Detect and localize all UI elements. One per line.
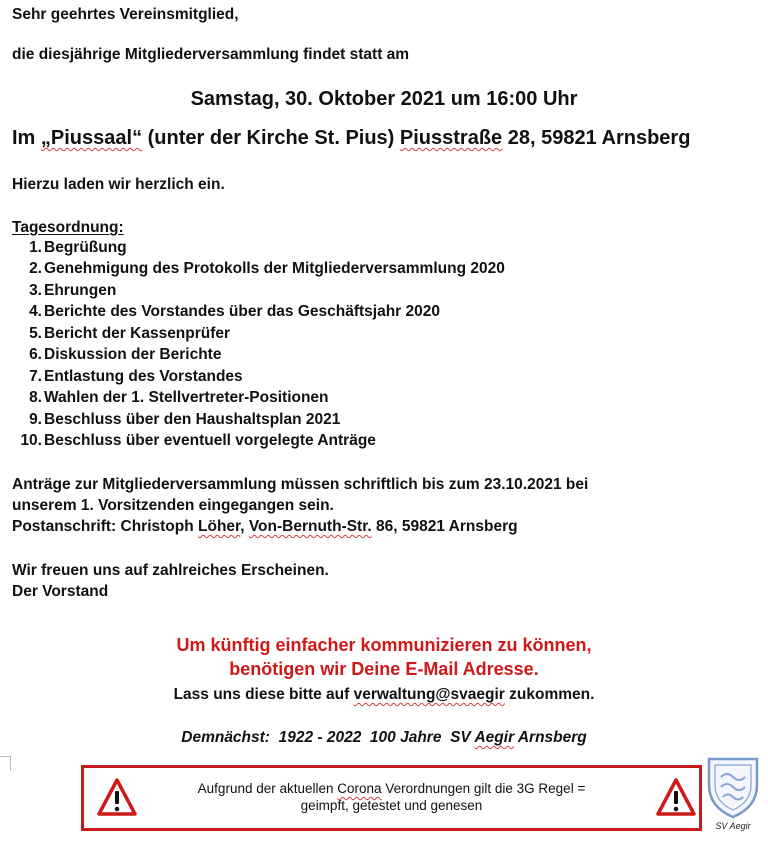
- agenda-item: 7. Entlastung des Vorstandes: [29, 368, 243, 385]
- notice-text: Aufgrund der aktuellen: [197, 781, 338, 796]
- agenda-title: Tagesordnung:: [12, 219, 124, 236]
- notice-rule: Verordnungen gilt die 3G Regel =: [381, 781, 586, 796]
- anniversary-text: Demnächst: 1922 - 2022 100 Jahre SV: [181, 729, 475, 746]
- email-address: verwaltung@svaegir: [353, 686, 505, 703]
- agenda-item: 3. Ehrungen: [29, 282, 117, 299]
- venue-name: „Piussaal“: [40, 127, 143, 149]
- intro-text: die diesjährige Mitgliederversammlung findet statt am: [12, 46, 410, 63]
- postal-prefix: Postanschrift: Christoph: [12, 518, 199, 535]
- closing-line-1: Wir freuen uns auf zahlreiches Erscheinen.: [12, 562, 329, 579]
- notice-line-2: geimpft, getestet und genesen: [300, 798, 483, 813]
- postal-address: [12, 518, 518, 536]
- email-suffix: zukommen.: [504, 686, 595, 703]
- postal-street: Von-Bernuth-Str.: [248, 518, 372, 535]
- club-crest-icon: [705, 755, 761, 821]
- motions-text-end: bei: [561, 476, 589, 493]
- agenda-item: 8. Wahlen der 1. Stellvertreter-Positionen: [29, 389, 329, 406]
- motions-text: Anträge zur Mitgliederversammlung müssen schriftlich: [12, 476, 422, 493]
- warning-icon: [655, 777, 697, 817]
- email-request-line-1: Um künftig einfacher kommunizieren zu können,: [176, 635, 592, 655]
- email-prefix: Lass uns diese bitte auf: [173, 686, 354, 703]
- postal-sep: ,: [240, 518, 249, 535]
- agenda-item: 9. Beschluss über den Haushaltsplan 2021: [29, 411, 341, 428]
- invitation-text: Hierzu laden wir herzlich ein.: [12, 176, 225, 193]
- venue-middle: (unter der Kirche St. Pius): [142, 127, 400, 149]
- agenda-item: 2. Genehmigung des Protokolls der Mitgliederversammlung 2020: [29, 260, 505, 277]
- meeting-date: Samstag, 30. Oktober 2021 um 16:00 Uhr: [190, 88, 578, 110]
- corona-notice-box: [81, 765, 702, 831]
- anniversary-city: Arnsberg: [514, 729, 587, 746]
- agenda-item: 5. Bericht der Kassenprüfer: [29, 325, 231, 342]
- agenda-item: 6. Diskussion der Berichte: [29, 346, 222, 363]
- venue-street: Piusstraße: [399, 127, 503, 149]
- postal-name: Löher: [198, 518, 241, 535]
- agenda-item: 4. Berichte des Vorstandes über das Geschäftsjahr 2020: [29, 303, 440, 320]
- anniversary-line: [0, 729, 768, 747]
- postal-rest: 86, 59821 Arnsberg: [371, 518, 518, 535]
- motions-line-2: unserem 1. Vorsitzenden eingegangen sein.: [12, 497, 334, 514]
- email-instruction: [0, 686, 768, 704]
- anniversary-club: Aegir: [474, 729, 515, 746]
- page-corner-mark: [0, 756, 11, 771]
- salutation: Sehr geehrtes Vereinsmitglied,: [12, 6, 239, 23]
- motions-line-1: [12, 476, 588, 494]
- crest-caption: SV Aegir: [715, 821, 751, 831]
- venue-prefix: Im: [12, 127, 41, 149]
- motions-deadline: bis zum 23.10.2021: [422, 476, 562, 493]
- meeting-venue: [12, 127, 690, 150]
- closing-signature: Der Vorstand: [12, 583, 109, 600]
- agenda-item: 1. Begrüßung: [29, 239, 127, 256]
- notice-line-1: [84, 781, 699, 796]
- notice-corona: Corona: [337, 781, 382, 796]
- venue-rest: 28, 59821 Arnsberg: [502, 127, 691, 149]
- email-request-line-2: benötigen wir Deine E-Mail Adresse.: [229, 659, 539, 679]
- agenda-item: 10. Beschluss über eventuell vorgelegte Anträge: [20, 432, 376, 449]
- club-crest: [705, 755, 761, 835]
